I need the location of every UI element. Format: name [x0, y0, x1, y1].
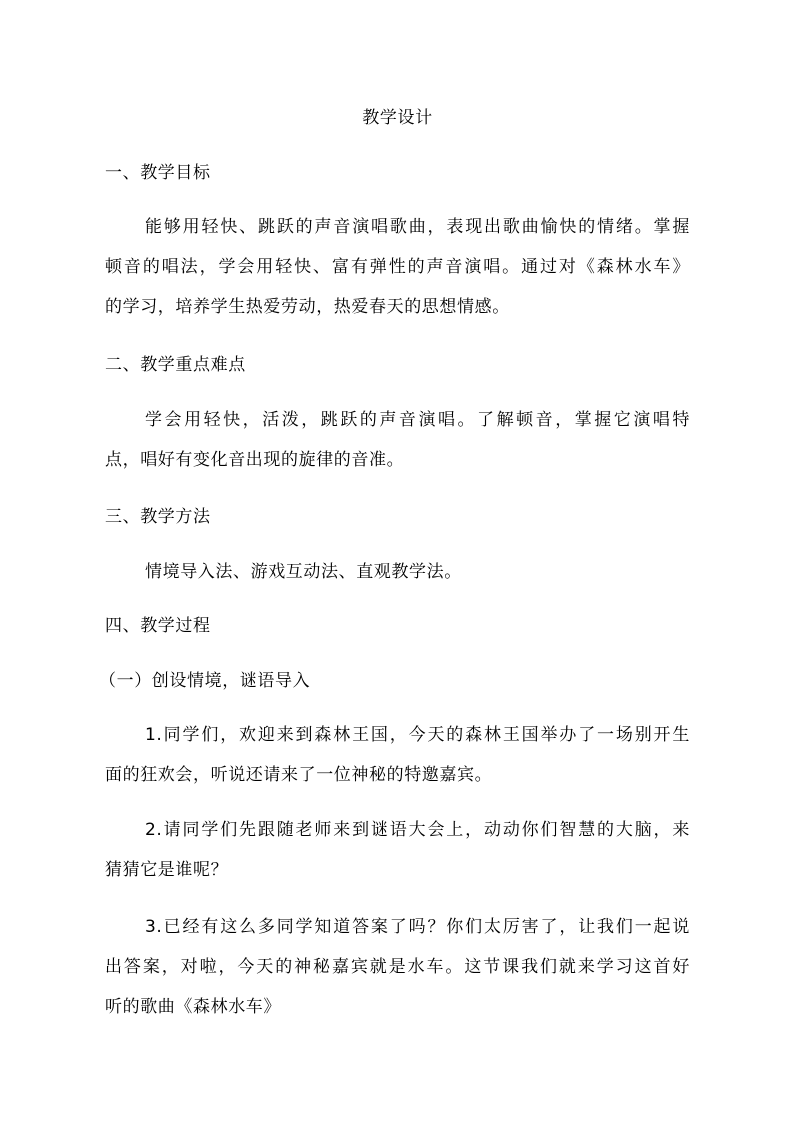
paragraph-line: 听的歌曲《森林水车》 — [105, 997, 281, 1017]
section-heading-methods: 三、教学方法 — [105, 507, 211, 527]
document-title: 教学设计 — [362, 108, 433, 128]
subsection-heading-intro: （一）创设情境，谜语导入 — [99, 671, 311, 691]
paragraph-line: 点，唱好有变化音出现的旋律的音准。 — [105, 450, 405, 470]
section-heading-process: 四、教学过程 — [105, 616, 211, 636]
paragraph-line: 1.同学们，欢迎来到森林王国，今天的森林王国举办了一场别开生 — [145, 725, 690, 745]
paragraph-line: 顿音的唱法，学会用轻快、富有弹性的声音演唱。通过对《森林水车》 — [105, 257, 690, 277]
paragraph-line: 面的狂欢会，听说还请来了一位神秘的特邀嘉宾。 — [105, 765, 493, 785]
paragraph-line: 情境导入法、游戏互动法、直观教学法。 — [145, 562, 462, 582]
paragraph-line: 猜猜它是谁呢？ — [105, 860, 229, 880]
paragraph-line: 2.请同学们先跟随老师来到谜语大会上，动动你们智慧的大脑，来 — [145, 820, 690, 840]
paragraph-line: 出答案，对啦，今天的神秘嘉宾就是水车。这节课我们就来学习这首好 — [105, 957, 690, 977]
section-heading-key-points: 二、教学重点难点 — [105, 355, 246, 375]
paragraph-line: 学会用轻快，活泼，跳跃的声音演唱。了解顿音，掌握它演唱特 — [145, 410, 690, 430]
paragraph-line: 3.已经有这么多同学知道答案了吗？你们太厉害了，让我们一起说 — [145, 917, 690, 937]
section-heading-objectives: 一、教学目标 — [105, 163, 211, 183]
paragraph-line: 的学习，培养学生热爱劳动，热爱春天的思想情感。 — [105, 297, 510, 317]
paragraph-line: 能够用轻快、跳跃的声音演唱歌曲，表现出歌曲愉快的情绪。掌握 — [145, 217, 690, 237]
